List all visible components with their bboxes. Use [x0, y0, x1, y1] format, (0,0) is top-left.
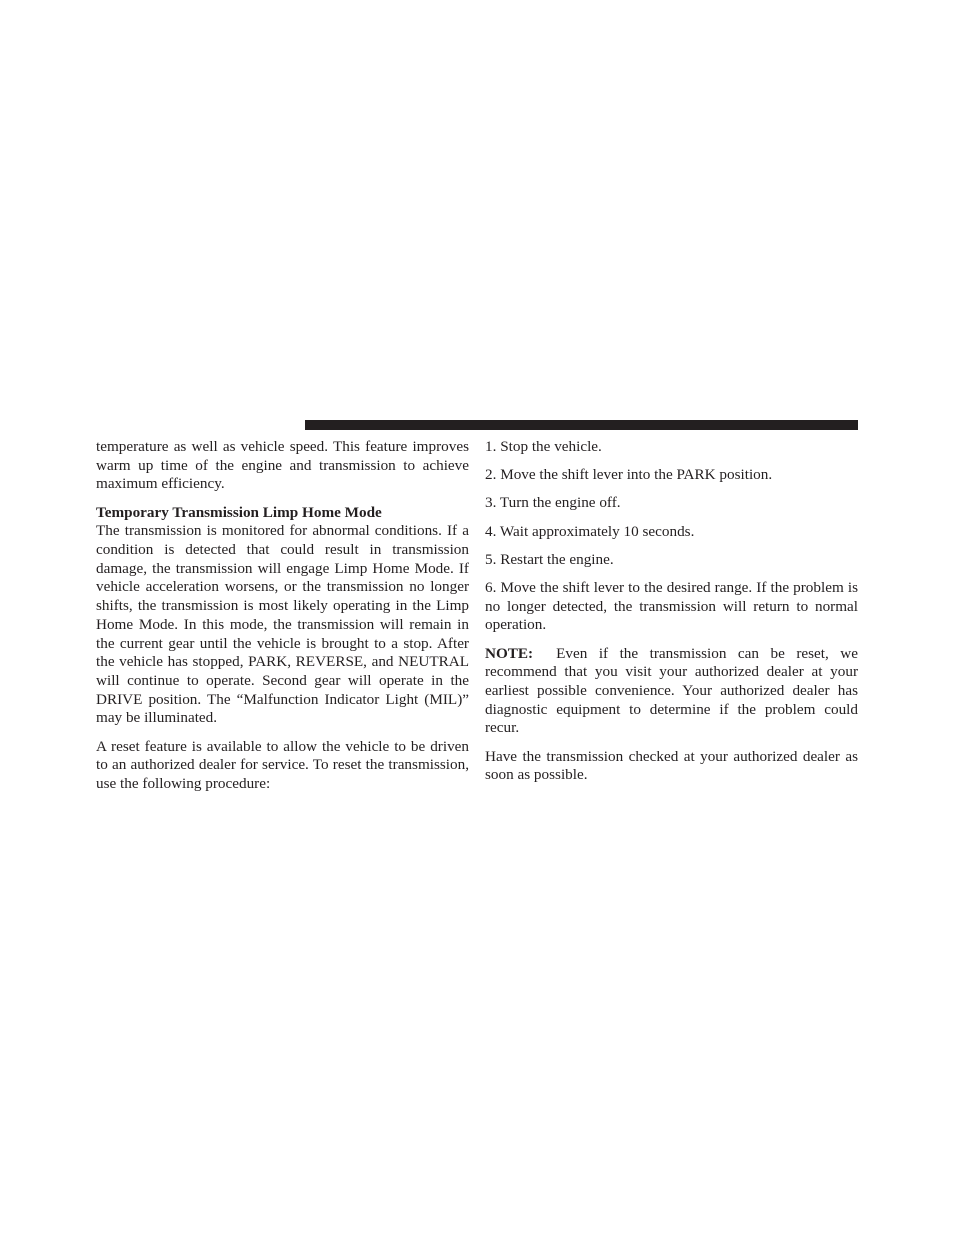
step-3: 3. Turn the engine off. [485, 494, 621, 512]
step-4: 4. Wait approximately 10 seconds. [485, 522, 695, 540]
left-column [96, 438, 469, 794]
note-label: NOTE: [485, 644, 534, 662]
step-1: 1. Stop the vehicle. [485, 438, 602, 455]
limp-home-paragraph: The transmission is monitored for abnormal conditions. If a condition is detected that could result in transmission damage, the transmission will engage Limp Home Mode. If vehicle acceleration worsens, or the transmission no longer shifts, the transmission is most likely operating in the Limp Home Mode. In this mode, the transmission will remain in the current gear until the vehicle is brought to a stop. After the vehicle has stopped, PARK, REVERSE, and NEUTRAL will continue to operate. Second gear will operate in the DRIVE position. The “Malfunction Indicator Light (MIL)” may be illuminated. [96, 522, 469, 727]
section-header-bar [305, 420, 858, 430]
step-6: 6. Move the shift lever to the desired range. If the problem is no longer detected, the transmission will return to normal operation. [485, 579, 858, 634]
note-paragraph [485, 645, 858, 739]
note-text: Even if the transmission can be reset, we recommend that you visit your authorized dealer at your earliest possible convenience. Your authorized dealer has diagnostic equipment to determine if the problem could recur. [485, 644, 859, 737]
right-column [485, 438, 858, 785]
step-2: 2. Move the shift lever into the PARK position. [485, 466, 773, 484]
limp-home-heading: Temporary Transmission Limp Home Mode [96, 503, 382, 521]
intro-paragraph: temperature as well as vehicle speed. This feature improves warm up time of the engine and transmission to achieve maximum efficiency. [96, 438, 469, 493]
closing-paragraph: Have the transmission checked at your authorized dealer as soon as possible. [485, 747, 858, 784]
reset-paragraph: A reset feature is available to allow the vehicle to be driven to an authorized dealer for service. To reset the transmission, use the following procedure: [96, 737, 469, 792]
step-5: 5. Restart the engine. [485, 550, 614, 568]
